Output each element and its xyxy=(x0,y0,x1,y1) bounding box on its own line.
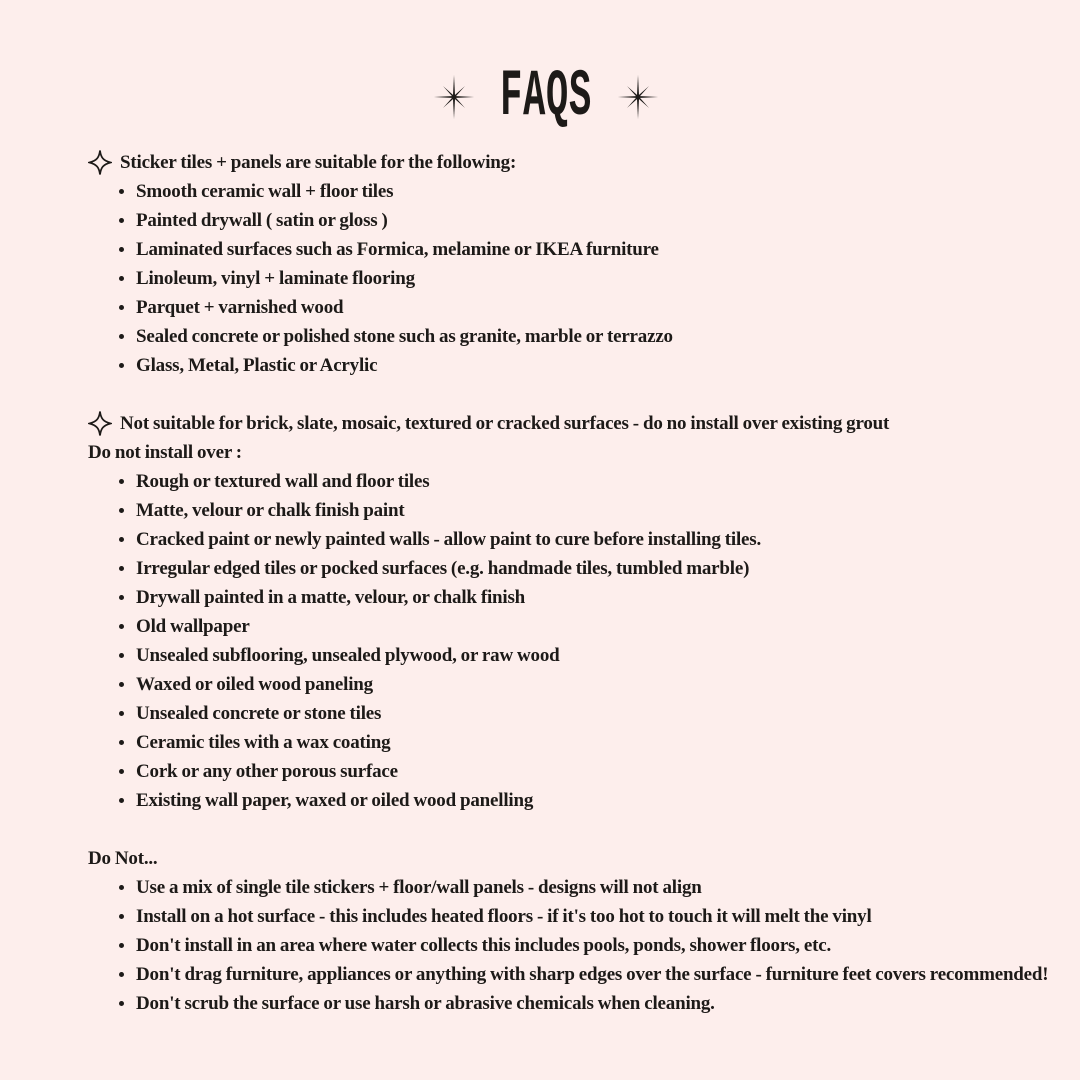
do-not-list xyxy=(88,873,1052,1018)
list-item: Unsealed subflooring, unsealed plywood, or raw wood xyxy=(88,641,1052,670)
page-title-text: FAQS xyxy=(500,59,592,135)
suitable-surfaces-list xyxy=(88,177,1052,380)
section-suitable-surfaces xyxy=(88,148,1052,380)
list-item: Irregular edged tiles or pocked surfaces (e.g. handmade tiles, tumbled marble) xyxy=(88,554,1052,583)
section-not-suitable xyxy=(88,409,1052,815)
list-item: Matte, velour or chalk finish paint xyxy=(88,496,1052,525)
list-item: Install on a hot surface - this includes heated floors - if it's too hot to touch it will melt the vinyl xyxy=(88,902,1052,931)
list-item: Don't drag furniture, appliances or anything with sharp edges over the surface - furniture feet covers recommended! xyxy=(88,960,1052,989)
not-suitable-list xyxy=(88,467,1052,815)
list-item: Glass, Metal, Plastic or Acrylic xyxy=(88,351,1052,380)
sparkle-icon xyxy=(616,74,660,120)
diamond-icon xyxy=(88,149,112,176)
list-item: Unsealed concrete or stone tiles xyxy=(88,699,1052,728)
section-heading-text: Not suitable for brick, slate, mosaic, textured or cracked surfaces - do no install over existing grout xyxy=(120,413,890,434)
list-item: Drywall painted in a matte, velour, or chalk finish xyxy=(88,583,1052,612)
diamond-icon xyxy=(88,410,112,437)
list-item: Smooth ceramic wall + floor tiles xyxy=(88,177,1052,206)
list-item: Laminated surfaces such as Formica, melamine or IKEA furniture xyxy=(88,235,1052,264)
list-item: Existing wall paper, waxed or oiled wood panelling xyxy=(88,786,1052,815)
list-item: Cracked paint or newly painted walls - allow paint to cure before installing tiles. xyxy=(88,525,1052,554)
list-item: Don't scrub the surface or use harsh or abrasive chemicals when cleaning. xyxy=(88,989,1052,1018)
section-subheading: Do not install over : xyxy=(88,442,242,463)
section-heading-text: Do Not... xyxy=(88,848,158,869)
page-title xyxy=(40,59,1052,135)
section-heading-text: Sticker tiles + panels are suitable for the following: xyxy=(120,152,517,173)
list-item: Sealed concrete or polished stone such as granite, marble or terrazzo xyxy=(88,322,1052,351)
list-item: Use a mix of single tile stickers + floor/wall panels - designs will not align xyxy=(88,873,1052,902)
list-item: Cork or any other porous surface xyxy=(88,757,1052,786)
list-item: Parquet + varnished wood xyxy=(88,293,1052,322)
list-item: Old wallpaper xyxy=(88,612,1052,641)
list-item: Ceramic tiles with a wax coating xyxy=(88,728,1052,757)
list-item: Linoleum, vinyl + laminate flooring xyxy=(88,264,1052,293)
section-do-not xyxy=(88,844,1052,1018)
list-item: Waxed or oiled wood paneling xyxy=(88,670,1052,699)
list-item: Don't install in an area where water collects this includes pools, ponds, shower floors, etc. xyxy=(88,931,1052,960)
sparkle-icon xyxy=(432,74,476,120)
section-heading xyxy=(88,148,1052,177)
list-item: Rough or textured wall and floor tiles xyxy=(88,467,1052,496)
list-item: Painted drywall ( satin or gloss ) xyxy=(88,206,1052,235)
section-heading xyxy=(88,409,1052,438)
